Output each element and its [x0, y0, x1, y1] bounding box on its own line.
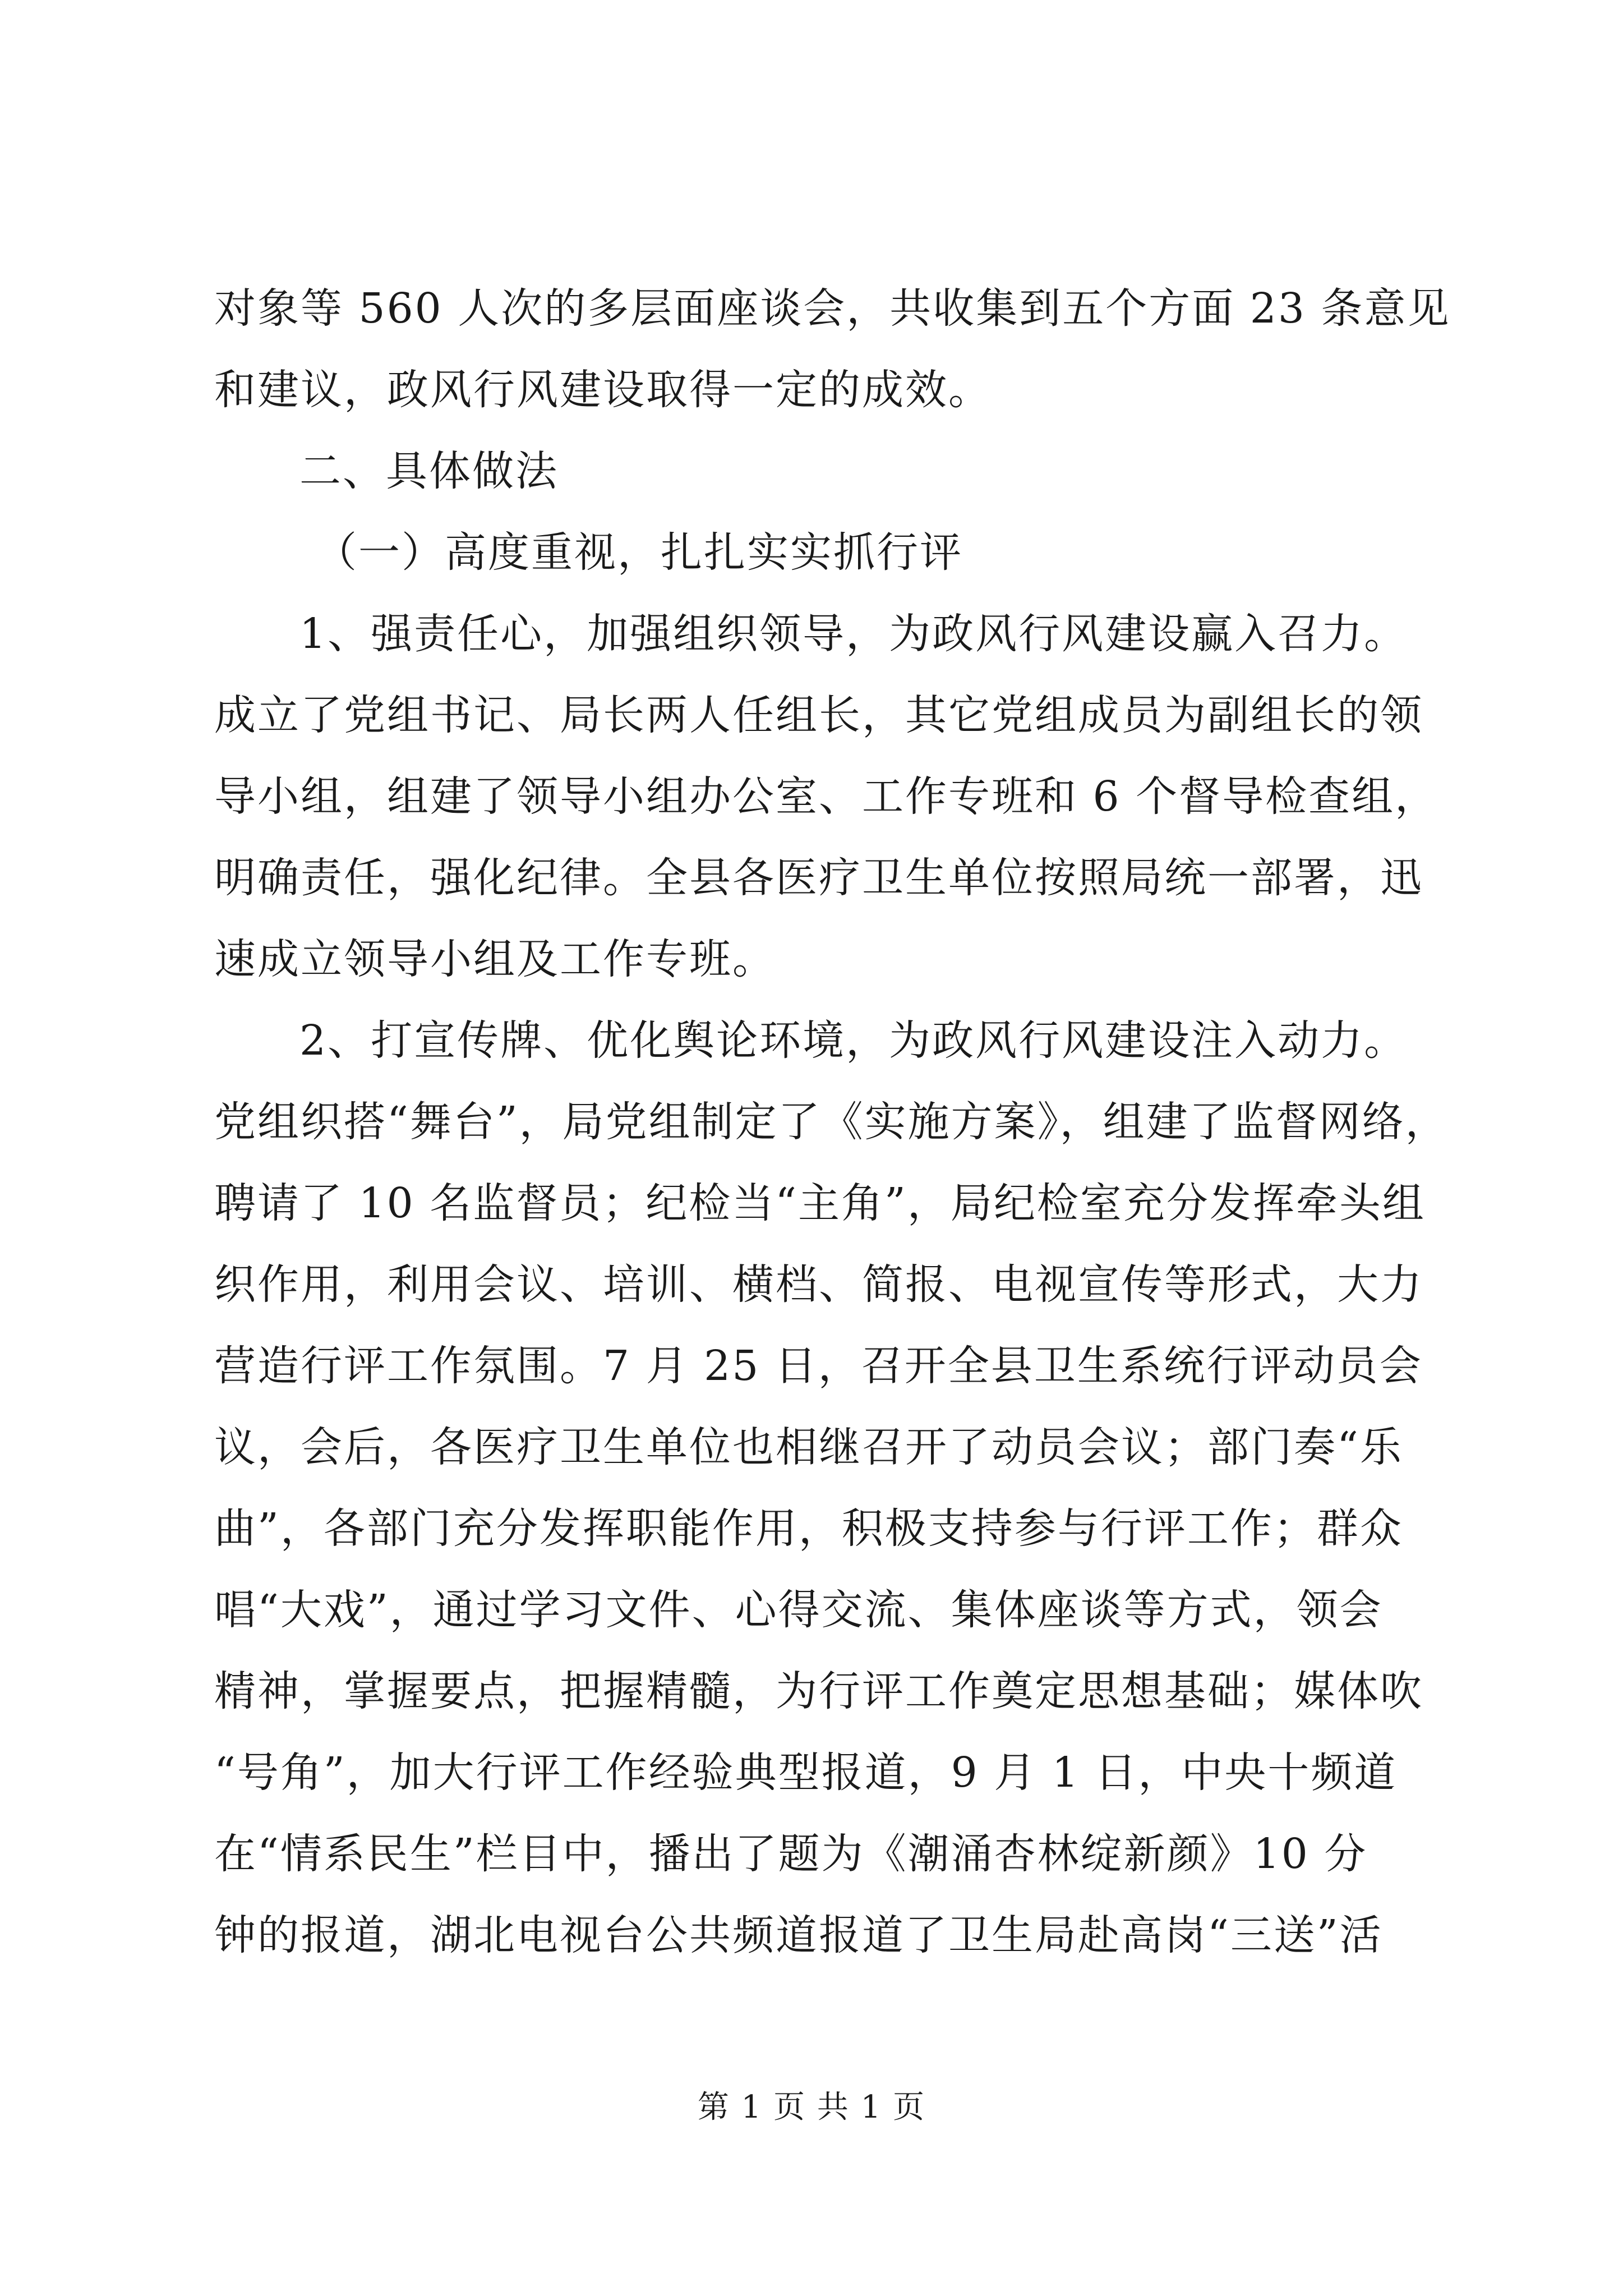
paragraph-line: 聘请了 10 名监督员；纪检当“主角”，局纪检室充分发挥牵头组 [214, 1179, 1426, 1227]
page-footer: 第 1 页 共 1 页 [697, 2089, 926, 2125]
paragraph-line: 在“情系民生”栏目中，播出了题为《潮涌杏林绽新颜》10 分 [214, 1830, 1368, 1878]
paragraph-line: 议，会后，各医疗卫生单位也相继召开了动员会议；部门奏“乐 [214, 1423, 1403, 1471]
paragraph-line: 成立了党组书记、局长两人任组长，其它党组成员为副组长的领 [214, 691, 1423, 739]
paragraph-line: 织作用，利用会议、培训、横档、简报、电视宣传等形式，大力 [214, 1260, 1423, 1309]
paragraph-line: 钟的报道，湖北电视台公共频道报道了卫生局赴高岗“三送”活 [214, 1911, 1383, 1959]
paragraph-line: 对象等 560 人次的多层面座谈会，共收集到五个方面 23 条意见 [214, 284, 1451, 333]
paragraph-line: 2、打宣传牌、优化舆论环境，为政风行风建设注入动力。 [299, 1016, 1408, 1065]
paragraph-line: 1、强责任心，加强组织领导，为政风行风建设赢入召力。 [299, 610, 1408, 658]
paragraph-line: 精神，掌握要点，把握精髓，为行评工作奠定思想基础；媒体吹 [214, 1667, 1423, 1715]
paragraph-line: “号角”，加大行评工作经验典型报道，9 月 1 日，中央十频道 [214, 1749, 1398, 1797]
subsection-heading: （一）高度重视，扎扎实实抓行评 [315, 528, 963, 577]
paragraph-line: 速成立领导小组及工作专班。 [214, 935, 776, 983]
paragraph-line: 导小组，组建了领导小组办公室、工作专班和 6 个督导检查组， [214, 772, 1438, 821]
paragraph-line: 营造行评工作氛围。7 月 25 日，召开全县卫生系统行评动员会 [214, 1342, 1423, 1390]
section-heading: 二、具体做法 [299, 447, 559, 495]
paragraph-line: 党组织搭“舞台”，局党组制定了《实施方案》，组建了监督网络， [214, 1098, 1449, 1146]
paragraph-line: 和建议，政风行风建设取得一定的成效。 [214, 366, 992, 414]
paragraph-line: 唱“大戏”，通过学习文件、心得交流、集体座谈等方式，领会 [214, 1586, 1383, 1634]
paragraph-line: 曲”，各部门充分发挥职能作用，积极支持参与行评工作；群众 [214, 1504, 1403, 1553]
paragraph-line: 明确责任，强化纪律。全县各医疗卫生单位按照局统一部署，迅 [214, 854, 1423, 902]
